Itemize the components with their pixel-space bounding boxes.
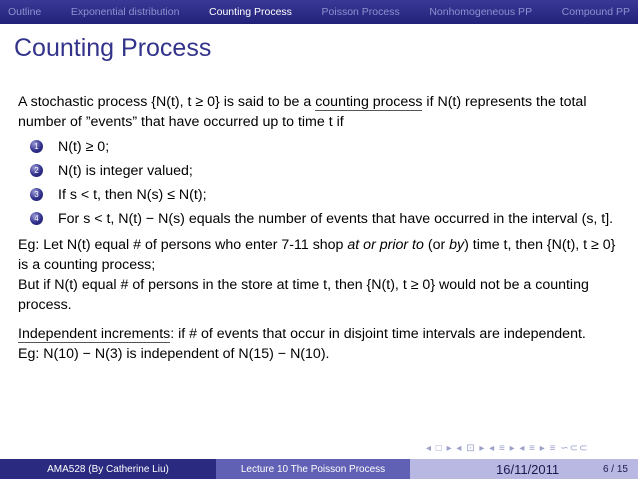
independent-increments-term: Independent increments bbox=[18, 326, 171, 342]
slide-body bbox=[18, 92, 620, 364]
example-paragraph-2: But if N(t) equal # of persons in the store at time t, then {N(t), t ≥ 0} would not be a counting process. bbox=[18, 277, 589, 313]
definition-text-start: A stochastic process {N(t), t ≥ 0} is said to be a bbox=[18, 94, 316, 110]
footer-lecture-title: Lecture 10 The Poisson Process bbox=[216, 459, 410, 479]
independent-increments-paragraph bbox=[18, 324, 620, 344]
list-item bbox=[18, 185, 620, 205]
nav-tab-poisson-process[interactable]: Poisson Process bbox=[321, 6, 400, 18]
list-item bbox=[18, 161, 620, 181]
nav-tab-outline[interactable]: Outline bbox=[8, 6, 42, 18]
footer-date-page bbox=[410, 459, 638, 479]
definition-paragraph bbox=[18, 92, 620, 132]
list-item-text: If s < t, then N(s) ≤ N(t); bbox=[58, 187, 207, 203]
example-1-mid: (or bbox=[423, 237, 450, 253]
enum-ball-icon: 2 bbox=[30, 164, 43, 177]
enum-ball-icon: 1 bbox=[30, 140, 43, 153]
definition-text-end: if N(t) represents the total number of ”events” that have occurred up to time t if bbox=[18, 94, 587, 130]
conditions-list bbox=[18, 137, 620, 229]
list-item bbox=[18, 209, 620, 229]
nav-tab-nonhomogeneous-pp[interactable]: Nonhomogeneous PP bbox=[429, 6, 533, 18]
slide-title: Counting Process bbox=[14, 34, 212, 62]
nav-tab-exponential-distribution[interactable]: Exponential distribution bbox=[70, 6, 180, 18]
list-item bbox=[18, 137, 620, 157]
footer-bar bbox=[0, 459, 638, 479]
nav-tab-counting-process[interactable]: Counting Process bbox=[209, 6, 292, 18]
list-item-text: N(t) is integer valued; bbox=[58, 163, 193, 179]
footer-author: AMA528 (By Catherine Liu) bbox=[0, 459, 216, 479]
list-item-text: N(t) ≥ 0; bbox=[58, 139, 110, 155]
paragraph-spacer bbox=[18, 315, 620, 324]
independent-increments-text: : if # of events that occur in disjoint time intervals are independent. bbox=[170, 326, 586, 342]
example-1-emphasis-1: at or prior to bbox=[347, 237, 424, 253]
example-1-start: Eg: Let N(t) equal # of persons who enter 7-11 shop bbox=[18, 237, 348, 253]
example-paragraph-3: Eg: N(10) − N(3) is independent of N(15) − N(10). bbox=[18, 346, 330, 362]
list-item-text: For s < t, N(t) − N(s) equals the number of events that have occurred in the interval (s, t]. bbox=[58, 211, 614, 227]
counting-process-term: counting process bbox=[315, 94, 423, 110]
beamer-navigation-icons[interactable]: ◂ □ ▸ ◂ ⊡ ▸ ◂ ≡ ▸ ◂ ≡ ▸ ≡ ∽⊂⊂ bbox=[426, 443, 589, 454]
enum-ball-icon: 3 bbox=[30, 188, 43, 201]
section-navbar bbox=[0, 0, 638, 24]
enum-ball-icon: 4 bbox=[30, 212, 43, 225]
footer-date: 16/11/2011 bbox=[496, 461, 560, 477]
footer-page-number: 6 / 15 bbox=[602, 463, 628, 475]
example-paragraph-1 bbox=[18, 235, 620, 275]
example-1-end: ) time t, then {N(t), t ≥ 0} is a counting process; bbox=[18, 237, 616, 273]
example-1-emphasis-2: by bbox=[449, 237, 465, 253]
nav-tab-compound-pp[interactable]: Compound PP bbox=[561, 6, 630, 18]
